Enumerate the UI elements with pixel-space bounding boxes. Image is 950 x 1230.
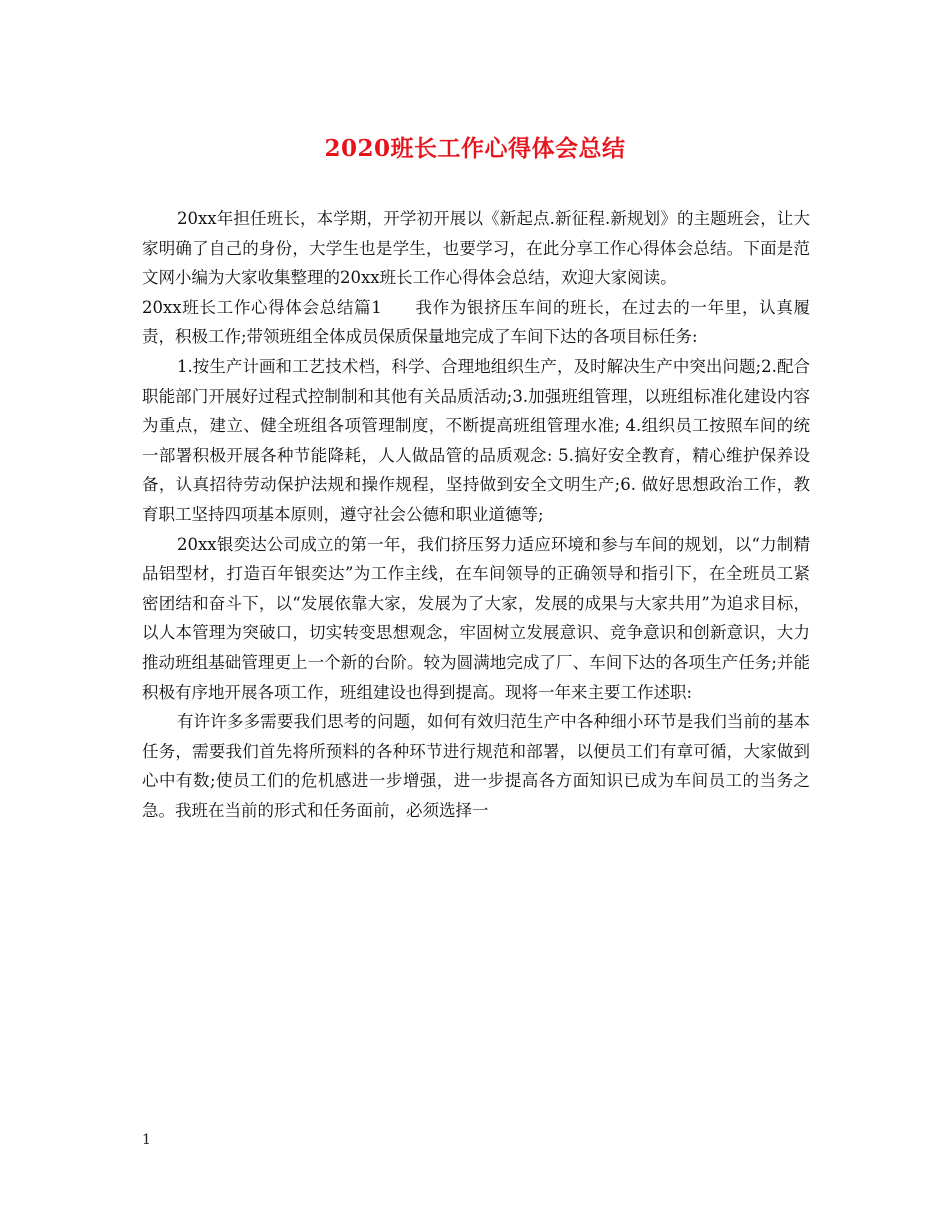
body-paragraph-3: 有许许多多需要我们思考的问题，如何有效归范生产中各种细小环节是我们当前的基本任务，需要我们首先将所预料的各种环节进行规范和部署，以便员工们有章可循，大家做到心中有数;使员工们的危机感进一步增强，进一步提高各方面知识已成为车间员工的当务之急。我班在当前的形式和任务面前，必须选择一 [142,712,810,820]
section-heading-gap [382,298,415,317]
body-paragraph-1: 1.按生产计画和工艺技术档，科学、合理地组织生产，及时解决生产中突出问题;2.配合职能部门开展好过程式控制制和其他有关品质活动;3.加强班组管理，以班组标准化建设内容为重点，建立、健全班组各项管理制度，不断提高班组管理水准; 4.组织员工按照车间的统一部署积极开展各种节能降耗，人人做品管的品质观念: 5.搞好安全教育，精心维护保养设备，认真招待劳动保护法规和操作规程，坚持做到安全文明生产;6. 做好思想政治工作，教育职工坚持四项基本原则，遵守社会公德和职业道德等; [142,356,810,524]
section-paragraph [142,293,810,352]
page-title: 2020班长工作心得体会总结 [324,135,626,162]
intro-paragraph: 20xx年担任班长，本学期，开学初开展以《新起点.新征程.新规划》的主题班会，让大家明确了自己的身份，大学生也是学生，也要学习，在此分享工作心得体会总结。下面是范文网小编为大家收集整理的20xx班长工作心得体会总结，欢迎大家阅读。 [142,209,810,288]
document-body [142,204,810,825]
section-heading: 20xx班长工作心得体会总结篇1 [142,297,382,317]
section-lead-text: 我作为银挤压车间的班长，在过去的一年里，认真履责，积极工作;带领班组全体成员保质保量地完成了车间下达的各项目标任务: [142,297,810,347]
body-paragraph-2: 20xx银奕达公司成立的第一年，我们挤压努力适应环境和参与车间的规划，以“力制精品铝型材，打造百年银奕达”为工作主线，在车间领导的正确领导和指引下，在全班员工紧密团结和奋斗下，以“发展依靠大家，发展为了大家，发展的成果与大家共用”为追求目标，以人本管理为突破口，切实转变思想观念，牢固树立发展意识、竞争意识和创新意识，大力推动班组基础管理更上一个新的台阶。较为圆满地完成了厂、车间下达的各项生产任务;并能积极有序地开展各项工作，班组建设也得到提高。现将一年来主要工作述职: [142,534,810,702]
page-number: 1 [142,1132,151,1148]
